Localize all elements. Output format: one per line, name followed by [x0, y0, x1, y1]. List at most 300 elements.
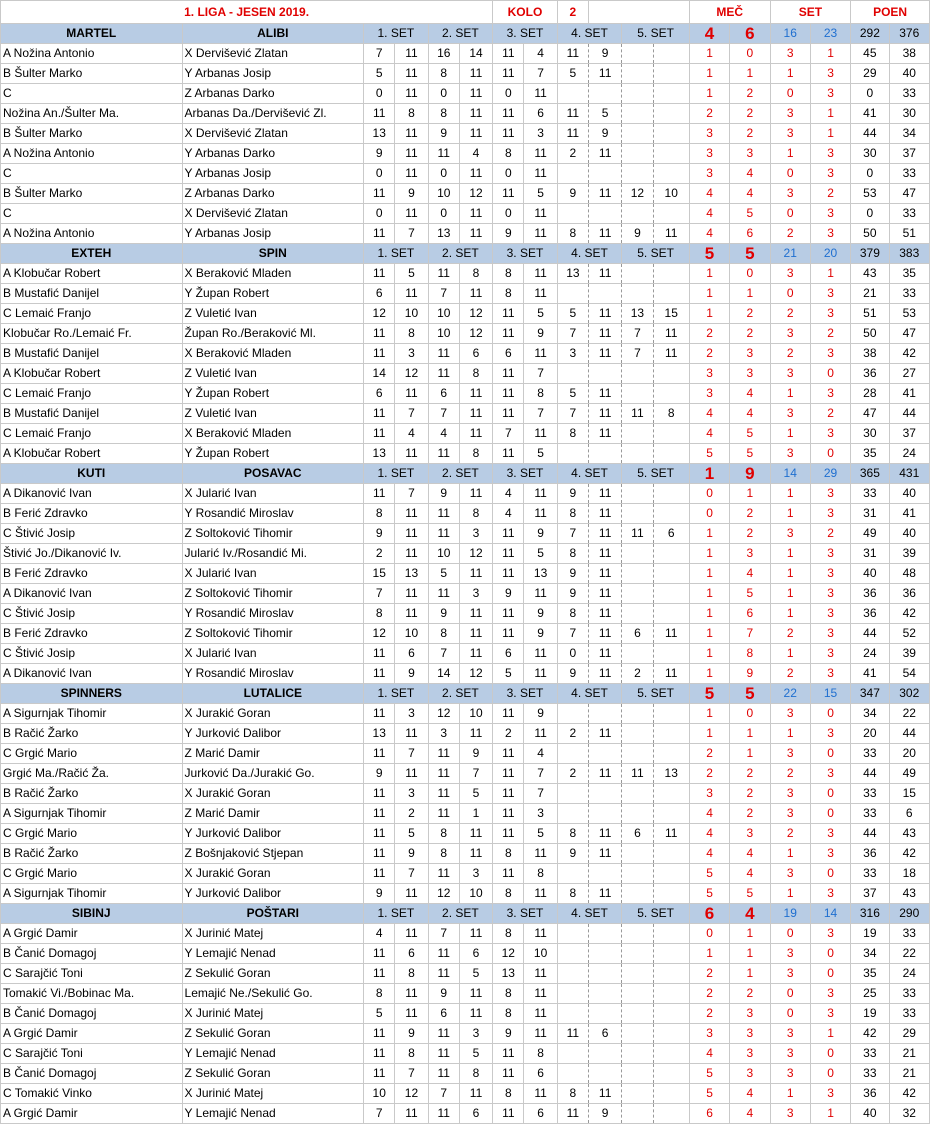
running-match-score: 2	[730, 784, 770, 804]
game-points: 54	[889, 664, 929, 684]
game-set-score: 3	[770, 804, 810, 824]
set-score-cell	[622, 1024, 653, 1044]
running-match-score: 1	[689, 524, 729, 544]
set-score-cell	[622, 204, 653, 224]
set-score-cell	[589, 784, 622, 804]
game-row	[1, 204, 930, 224]
game-points: 24	[889, 964, 929, 984]
set-score-cell: 11	[622, 524, 653, 544]
away-player: Z Vuletić Ivan	[182, 304, 364, 324]
set-column-header: 1. SET	[364, 464, 429, 484]
game-set-score: 3	[810, 384, 850, 404]
game-points: 43	[851, 264, 889, 284]
game-set-score: 3	[770, 1104, 810, 1124]
set-score-cell: 11	[493, 384, 524, 404]
kolo-value: 2	[557, 1, 588, 24]
set-score-cell: 6	[622, 824, 653, 844]
running-match-score: 4	[730, 844, 770, 864]
set-score-cell: 5	[493, 664, 524, 684]
game-points: 21	[851, 284, 889, 304]
running-match-score: 5	[689, 864, 729, 884]
set-score-cell: 2	[622, 664, 653, 684]
points-total-away: 302	[889, 684, 929, 704]
set-score-cell	[622, 284, 653, 304]
set-score-cell: 11	[364, 964, 395, 984]
kolo-label: KOLO	[493, 1, 558, 24]
game-set-score: 1	[770, 544, 810, 564]
set-score-cell: 8	[428, 64, 459, 84]
set-score-cell: 7	[557, 324, 588, 344]
game-points: 44	[851, 624, 889, 644]
set-score-cell: 11	[428, 804, 459, 824]
game-set-score: 2	[770, 224, 810, 244]
set-score-cell: 11	[653, 624, 689, 644]
set-score-cell: 11	[493, 1104, 524, 1124]
game-points: 29	[889, 1024, 929, 1044]
set-score-cell: 9	[589, 124, 622, 144]
set-score-cell: 11	[428, 1044, 459, 1064]
game-row	[1, 644, 930, 664]
game-points: 42	[889, 604, 929, 624]
set-score-cell: 11	[653, 664, 689, 684]
set-score-cell	[653, 364, 689, 384]
running-match-score: 4	[689, 844, 729, 864]
away-player: Z Sekulić Goran	[182, 964, 364, 984]
game-points: 47	[889, 184, 929, 204]
running-match-score: 4	[730, 384, 770, 404]
match-header-row	[1, 684, 930, 704]
game-points: 0	[851, 164, 889, 184]
set-score-cell: 11	[459, 84, 492, 104]
match-score-away: 5	[730, 244, 770, 264]
home-player: C Grgić Mario	[1, 824, 183, 844]
home-player: A Nožina Antonio	[1, 224, 183, 244]
set-score-cell	[589, 964, 622, 984]
away-player: Y Rosandić Miroslav	[182, 664, 364, 684]
set-column-header: 3. SET	[493, 684, 558, 704]
game-set-score: 0	[810, 1044, 850, 1064]
game-points: 42	[851, 1024, 889, 1044]
set-score-cell: 11	[524, 424, 557, 444]
game-set-score: 3	[770, 1044, 810, 1064]
running-match-score: 3	[689, 1024, 729, 1044]
set-score-cell: 4	[524, 744, 557, 764]
set-total-home: 19	[770, 904, 810, 924]
game-points: 50	[851, 324, 889, 344]
set-score-cell: 7	[364, 44, 395, 64]
set-score-cell: 11	[524, 504, 557, 524]
set-score-cell: 9	[459, 744, 492, 764]
set-score-cell: 11	[524, 1024, 557, 1044]
running-match-score: 2	[689, 104, 729, 124]
set-score-cell: 11	[428, 1104, 459, 1124]
set-score-cell	[589, 804, 622, 824]
set-score-cell: 11	[395, 144, 428, 164]
running-match-score: 5	[689, 1064, 729, 1084]
running-match-score: 8	[730, 644, 770, 664]
game-points: 27	[889, 364, 929, 384]
set-score-cell: 6	[622, 624, 653, 644]
away-team-name: POSAVAC	[182, 464, 364, 484]
set-score-cell: 11	[524, 284, 557, 304]
set-score-cell	[589, 444, 622, 464]
set-score-cell: 9	[364, 144, 395, 164]
away-player: X Dervišević Zlatan	[182, 44, 364, 64]
set-score-cell	[653, 744, 689, 764]
set-score-cell	[622, 484, 653, 504]
set-score-cell: 13	[395, 564, 428, 584]
game-points: 42	[889, 344, 929, 364]
game-set-score: 2	[810, 524, 850, 544]
running-match-score: 3	[730, 144, 770, 164]
game-set-score: 2	[770, 624, 810, 644]
home-player: A Sigurnjak Tihomir	[1, 884, 183, 904]
set-score-cell: 3	[428, 724, 459, 744]
running-match-score: 2	[730, 304, 770, 324]
set-score-cell: 9	[493, 224, 524, 244]
set-score-cell	[653, 44, 689, 64]
running-match-score: 6	[730, 604, 770, 624]
set-score-cell	[589, 84, 622, 104]
match-score-away: 6	[730, 24, 770, 44]
set-score-cell	[622, 644, 653, 664]
set-score-cell: 11	[493, 564, 524, 584]
set-score-cell: 11	[395, 204, 428, 224]
set-score-cell: 11	[589, 584, 622, 604]
set-score-cell: 5	[395, 824, 428, 844]
home-player: Grgić Ma./Račić Ža.	[1, 764, 183, 784]
set-score-cell: 9	[428, 484, 459, 504]
away-player: Y Lemajić Nenad	[182, 944, 364, 964]
home-player: C	[1, 164, 183, 184]
game-row	[1, 1104, 930, 1124]
game-set-score: 3	[770, 864, 810, 884]
running-match-score: 2	[730, 984, 770, 1004]
set-score-cell: 10	[428, 184, 459, 204]
game-set-score: 1	[810, 1104, 850, 1124]
game-points: 6	[889, 804, 929, 824]
away-player: Z Soltoković Tihomir	[182, 624, 364, 644]
home-player: B Čanić Domagoj	[1, 1064, 183, 1084]
set-score-cell	[557, 1004, 588, 1024]
set-score-cell: 8	[557, 604, 588, 624]
running-match-score: 2	[730, 764, 770, 784]
game-set-score: 3	[770, 324, 810, 344]
game-set-score: 1	[770, 724, 810, 744]
set-score-cell: 8	[557, 224, 588, 244]
game-points: 44	[851, 764, 889, 784]
game-row	[1, 764, 930, 784]
set-column-header: 5. SET	[622, 244, 690, 264]
game-set-score: 1	[770, 584, 810, 604]
running-match-score: 0	[689, 504, 729, 524]
set-score-cell: 11	[395, 544, 428, 564]
set-score-cell: 11	[493, 764, 524, 784]
game-points: 39	[889, 544, 929, 564]
set-column-header: 3. SET	[493, 24, 558, 44]
away-player: X Jularić Ivan	[182, 644, 364, 664]
set-score-cell: 9	[395, 664, 428, 684]
set-score-cell: 8	[524, 864, 557, 884]
set-score-cell	[622, 364, 653, 384]
game-row	[1, 444, 930, 464]
set-score-cell: 11	[364, 324, 395, 344]
running-match-score: 3	[730, 1044, 770, 1064]
set-score-cell: 5	[364, 64, 395, 84]
game-set-score: 3	[770, 1024, 810, 1044]
set-score-cell: 11	[524, 1084, 557, 1104]
set-score-cell: 9	[493, 584, 524, 604]
set-score-cell: 11	[493, 824, 524, 844]
set-score-cell: 9	[589, 1104, 622, 1124]
game-set-score: 3	[810, 164, 850, 184]
game-set-score: 1	[770, 564, 810, 584]
set-score-cell: 11	[459, 984, 492, 1004]
set-score-cell: 8	[524, 384, 557, 404]
points-total-home: 365	[851, 464, 889, 484]
home-player: B Čanić Domagoj	[1, 944, 183, 964]
set-score-cell: 11	[364, 1024, 395, 1044]
game-set-score: 3	[810, 984, 850, 1004]
set-score-cell: 7	[428, 644, 459, 664]
set-total-away: 15	[810, 684, 850, 704]
game-set-score: 3	[810, 344, 850, 364]
game-points: 25	[851, 984, 889, 1004]
set-score-cell	[622, 384, 653, 404]
set-score-cell: 11	[395, 524, 428, 544]
running-match-score: 0	[689, 924, 729, 944]
set-score-cell	[622, 64, 653, 84]
game-set-score: 3	[770, 944, 810, 964]
game-row	[1, 844, 930, 864]
game-points: 33	[889, 1004, 929, 1024]
set-score-cell: 7	[524, 784, 557, 804]
game-row	[1, 104, 930, 124]
set-score-cell: 5	[459, 964, 492, 984]
set-score-cell	[653, 1044, 689, 1064]
away-player: Y Jurković Dalibor	[182, 884, 364, 904]
set-score-cell	[622, 1084, 653, 1104]
game-row	[1, 384, 930, 404]
set-score-cell: 11	[524, 584, 557, 604]
set-score-cell: 11	[524, 144, 557, 164]
set-score-cell: 9	[524, 524, 557, 544]
set-score-cell: 6	[524, 1104, 557, 1124]
running-match-score: 1	[689, 84, 729, 104]
set-score-cell: 11	[493, 1044, 524, 1064]
set-score-cell	[589, 284, 622, 304]
set-score-cell: 11	[589, 304, 622, 324]
set-score-cell	[653, 124, 689, 144]
set-score-cell: 11	[589, 544, 622, 564]
set-score-cell	[653, 1084, 689, 1104]
home-player: C Lemaić Franjo	[1, 424, 183, 444]
set-score-cell: 11	[493, 44, 524, 64]
set-score-cell	[589, 924, 622, 944]
points-total-away: 431	[889, 464, 929, 484]
home-player: A Nožina Antonio	[1, 144, 183, 164]
set-score-cell: 11	[589, 724, 622, 744]
home-player: Tomakić Vi./Bobinac Ma.	[1, 984, 183, 1004]
set-score-cell	[622, 424, 653, 444]
home-player: B Mustafić Danijel	[1, 284, 183, 304]
set-score-cell: 0	[364, 84, 395, 104]
set-score-cell: 8	[493, 284, 524, 304]
set-score-cell: 0	[493, 164, 524, 184]
set-score-cell: 11	[493, 324, 524, 344]
set-score-cell: 11	[493, 364, 524, 384]
set-score-cell	[622, 84, 653, 104]
game-points: 36	[851, 1084, 889, 1104]
running-match-score: 3	[689, 784, 729, 804]
home-player: B Račić Žarko	[1, 724, 183, 744]
running-match-score: 1	[689, 704, 729, 724]
running-match-score: 4	[730, 1084, 770, 1104]
set-score-cell	[622, 44, 653, 64]
set-column-header: 3. SET	[493, 904, 558, 924]
set-score-cell: 7	[364, 584, 395, 604]
game-points: 34	[851, 944, 889, 964]
game-set-score: 3	[810, 604, 850, 624]
set-score-cell	[622, 1004, 653, 1024]
set-score-cell: 12	[428, 704, 459, 724]
set-score-cell: 11	[557, 1104, 588, 1124]
set-column-header: 2. SET	[428, 684, 493, 704]
running-match-score: 2	[689, 984, 729, 1004]
game-row	[1, 664, 930, 684]
set-score-cell	[653, 264, 689, 284]
set-score-cell: 6	[459, 1104, 492, 1124]
running-match-score: 4	[689, 224, 729, 244]
running-match-score: 5	[689, 1084, 729, 1104]
set-column-header: 3. SET	[493, 464, 558, 484]
game-row	[1, 724, 930, 744]
set-score-cell: 7	[395, 1064, 428, 1084]
game-row	[1, 784, 930, 804]
set-score-cell: 11	[428, 524, 459, 544]
game-points: 33	[851, 784, 889, 804]
game-set-score: 1	[770, 884, 810, 904]
set-score-cell: 6	[589, 1024, 622, 1044]
running-match-score: 1	[730, 924, 770, 944]
game-points: 33	[889, 84, 929, 104]
game-row	[1, 124, 930, 144]
set-score-cell: 11	[524, 844, 557, 864]
set-score-cell	[653, 1004, 689, 1024]
set-score-cell: 11	[395, 764, 428, 784]
game-set-score: 0	[770, 84, 810, 104]
game-set-score: 3	[810, 304, 850, 324]
set-score-cell: 11	[459, 164, 492, 184]
game-points: 49	[851, 524, 889, 544]
set-score-cell: 8	[395, 104, 428, 124]
set-score-cell: 8	[364, 504, 395, 524]
set-score-cell: 11	[364, 1044, 395, 1064]
set-score-cell: 4	[428, 424, 459, 444]
game-points: 44	[851, 824, 889, 844]
game-points: 22	[889, 704, 929, 724]
title-row	[1, 1, 930, 24]
game-row	[1, 944, 930, 964]
set-score-cell: 6	[459, 344, 492, 364]
game-set-score: 1	[770, 604, 810, 624]
set-score-cell	[653, 964, 689, 984]
set-score-cell: 5	[524, 184, 557, 204]
set-score-cell: 10	[459, 884, 492, 904]
set-score-cell: 6	[364, 384, 395, 404]
set-score-cell: 11	[364, 744, 395, 764]
set-score-cell: 11	[364, 864, 395, 884]
game-set-score: 3	[810, 624, 850, 644]
matches-body	[1, 24, 930, 1124]
set-score-cell: 8	[459, 364, 492, 384]
set-score-cell	[653, 164, 689, 184]
set-score-cell: 11	[493, 404, 524, 424]
set-score-cell: 7	[524, 764, 557, 784]
running-match-score: 4	[689, 1044, 729, 1064]
game-row	[1, 924, 930, 944]
running-match-score: 1	[689, 644, 729, 664]
set-score-cell	[653, 984, 689, 1004]
set-score-cell	[653, 64, 689, 84]
game-set-score: 3	[770, 364, 810, 384]
set-score-cell	[622, 264, 653, 284]
set-score-cell	[557, 704, 588, 724]
set-score-cell: 8	[364, 604, 395, 624]
set-score-cell: 11	[364, 704, 395, 724]
set-score-cell	[622, 604, 653, 624]
home-player: A Klobučar Robert	[1, 364, 183, 384]
set-score-cell: 11	[524, 724, 557, 744]
away-player: Y Arbanas Darko	[182, 144, 364, 164]
away-player: X Jurakić Goran	[182, 784, 364, 804]
set-score-cell: 12	[364, 624, 395, 644]
set-score-cell: 11	[364, 344, 395, 364]
game-set-score: 1	[770, 1084, 810, 1104]
set-score-cell: 11	[364, 424, 395, 444]
home-player: A Klobučar Robert	[1, 264, 183, 284]
game-set-score: 3	[810, 884, 850, 904]
set-score-cell: 11	[589, 344, 622, 364]
set-score-cell	[557, 784, 588, 804]
set-score-cell	[557, 364, 588, 384]
game-row	[1, 1044, 930, 1064]
game-points: 37	[889, 144, 929, 164]
set-score-cell: 11	[364, 184, 395, 204]
game-points: 31	[851, 544, 889, 564]
set-score-cell: 11	[653, 224, 689, 244]
set-score-cell	[557, 804, 588, 824]
running-match-score: 4	[730, 404, 770, 424]
set-score-cell: 11	[395, 504, 428, 524]
away-player: Y Lemajić Nenad	[182, 1044, 364, 1064]
set-score-cell	[557, 84, 588, 104]
set-total-away: 14	[810, 904, 850, 924]
set-total-away: 20	[810, 244, 850, 264]
away-player: Y Jurković Dalibor	[182, 724, 364, 744]
game-points: 52	[889, 624, 929, 644]
set-score-cell: 2	[557, 144, 588, 164]
running-match-score: 1	[689, 304, 729, 324]
running-match-score: 1	[730, 64, 770, 84]
game-row	[1, 964, 930, 984]
set-score-cell: 13	[524, 564, 557, 584]
set-score-cell: 7	[524, 404, 557, 424]
away-player: Y Arbanas Josip	[182, 224, 364, 244]
game-row	[1, 1064, 930, 1084]
set-score-cell: 8	[459, 504, 492, 524]
running-match-score: 1	[689, 564, 729, 584]
